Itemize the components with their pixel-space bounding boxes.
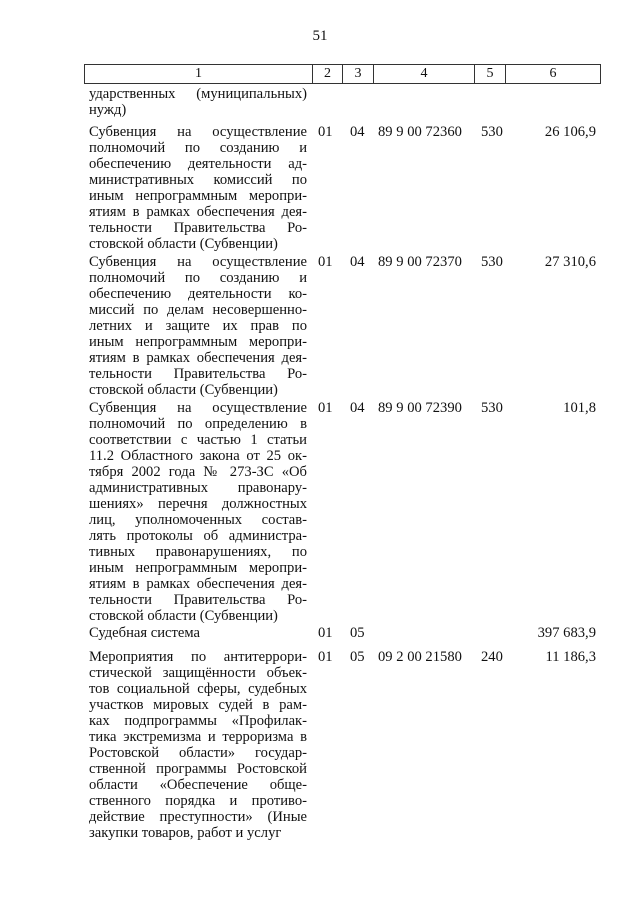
description-line: области «Обеспечение обще-	[89, 777, 307, 793]
description-line: Субвенция на осуществление	[89, 400, 307, 416]
description-line: действие преступности» (Иные	[89, 809, 307, 825]
description-line: участков мировых судей в рам-	[89, 697, 307, 713]
row-description	[89, 86, 307, 118]
description-line: стовской области (Субвенции)	[89, 382, 278, 398]
description-line: тября 2002 года № 273-ЗС «Об	[89, 464, 307, 480]
description-line: иным непрограммным меропри-	[89, 334, 307, 350]
description-line: нужд)	[89, 102, 127, 118]
description-line: ятиям в рамках обеспечения дея-	[89, 204, 307, 220]
description-line: тельности Правительства Ро-	[89, 366, 307, 382]
target-article-code: 89 9 00 72360	[378, 124, 462, 140]
description-line: стической защищённости объек-	[89, 665, 307, 681]
table-header-col-4: 4	[373, 64, 475, 84]
expense-type-code: 530	[481, 400, 503, 416]
description-line: тельности Правительства Ро-	[89, 592, 307, 608]
description-line: 11.2 Областного закона от 25 ок-	[89, 448, 307, 464]
subsection-code: 05	[350, 649, 365, 665]
description-line: ках подпрограммы «Профилак-	[89, 713, 307, 729]
description-line: полномочий по созданию и	[89, 270, 307, 286]
description-line: летних и защите их прав по	[89, 318, 307, 334]
row-description	[89, 625, 307, 641]
section-code: 01	[318, 400, 333, 416]
row-description	[89, 400, 307, 624]
subsection-code: 04	[350, 124, 365, 140]
description-line: Субвенция на осуществление	[89, 124, 307, 140]
expense-type-code: 530	[481, 254, 503, 270]
description-line: тика экстремизма и терроризма в	[89, 729, 307, 745]
description-line: лиц, уполномоченных состав-	[89, 512, 307, 528]
description-line: стовской области (Субвенции)	[89, 608, 278, 624]
description-line: тивных правонарушениях, по	[89, 544, 307, 560]
description-line: административных правонару-	[89, 480, 307, 496]
amount: 101,8	[563, 400, 596, 416]
row-description	[89, 649, 307, 841]
amount: 27 310,6	[544, 254, 596, 270]
table-header-col-1: 1	[84, 64, 313, 84]
table-header-col-3: 3	[342, 64, 374, 84]
description-line: ударственных (муниципальных)	[89, 86, 307, 102]
expense-type-code: 240	[481, 649, 503, 665]
description-line: тов социальной сферы, судебных	[89, 681, 307, 697]
description-line: ятиям в рамках обеспечения дея-	[89, 576, 307, 592]
table-header-col-5: 5	[474, 64, 506, 84]
description-line: Судебная система	[89, 625, 200, 641]
row-description	[89, 254, 307, 398]
description-line: миссий по делам несовершенно-	[89, 302, 307, 318]
subsection-code: 04	[350, 400, 365, 416]
description-line: соответствии с частью 1 статьи	[89, 432, 307, 448]
amount: 26 106,9	[544, 124, 596, 140]
target-article-code: 89 9 00 72390	[378, 400, 462, 416]
description-line: обеспечению деятельности ко-	[89, 286, 307, 302]
expense-type-code: 530	[481, 124, 503, 140]
subsection-code: 05	[350, 625, 365, 641]
description-line: Ростовской области» государ-	[89, 745, 307, 761]
page-number: 51	[312, 28, 328, 44]
description-line: ственного порядка и противо-	[89, 793, 307, 809]
description-line: министративных комиссий по	[89, 172, 307, 188]
description-line: ственной программы Ростовской	[89, 761, 307, 777]
section-code: 01	[318, 649, 333, 665]
description-line: полномочий по созданию и	[89, 140, 307, 156]
table-header-col-6: 6	[505, 64, 601, 84]
description-line: обеспечению деятельности ад-	[89, 156, 307, 172]
description-line: шениях» перечня должностных	[89, 496, 307, 512]
description-line: ятиям в рамках обеспечения дея-	[89, 350, 307, 366]
target-article-code: 89 9 00 72370	[378, 254, 462, 270]
subsection-code: 04	[350, 254, 365, 270]
row-description	[89, 124, 307, 252]
description-line: иным непрограммным меропри-	[89, 188, 307, 204]
description-line: лять протоколы об администра-	[89, 528, 307, 544]
description-line: Мероприятия по антитеррори-	[89, 649, 307, 665]
section-code: 01	[318, 254, 333, 270]
section-code: 01	[318, 625, 333, 641]
description-line: Субвенция на осуществление	[89, 254, 307, 270]
table-header-col-2: 2	[312, 64, 343, 84]
amount: 11 186,3	[545, 649, 596, 665]
description-line: иным непрограммным меропри-	[89, 560, 307, 576]
amount: 397 683,9	[537, 625, 596, 641]
description-line: полномочий по определению в	[89, 416, 307, 432]
target-article-code: 09 2 00 21580	[378, 649, 462, 665]
section-code: 01	[318, 124, 333, 140]
description-line: тельности Правительства Ро-	[89, 220, 307, 236]
description-line: закупки товаров, работ и услуг	[89, 825, 282, 841]
description-line: стовской области (Субвенции)	[89, 236, 278, 252]
